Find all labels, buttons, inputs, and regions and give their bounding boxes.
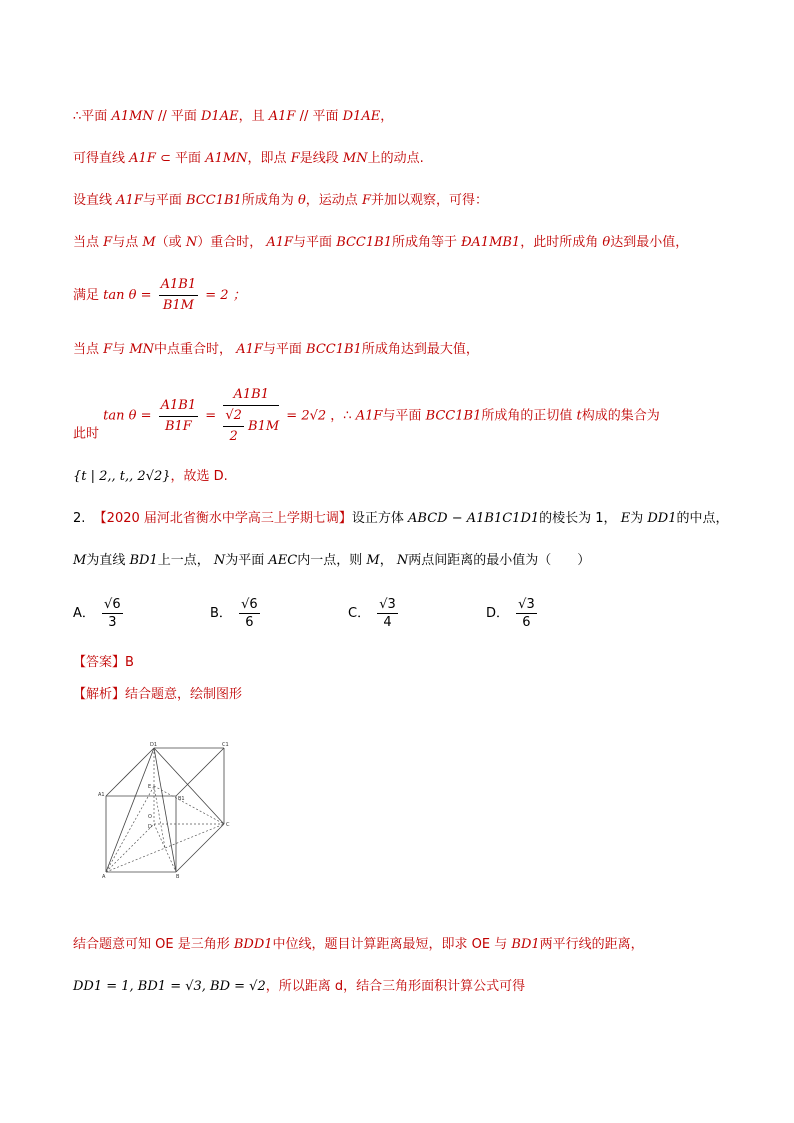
denominator: B1F bbox=[164, 418, 192, 434]
text: 与平面 bbox=[382, 408, 422, 424]
text: ，且 bbox=[238, 109, 265, 124]
text: 设直线 bbox=[73, 193, 113, 208]
answer bbox=[73, 654, 134, 672]
denominator: B1M bbox=[162, 298, 194, 313]
text: 为 bbox=[630, 511, 644, 526]
label-a1: A1 bbox=[98, 792, 105, 798]
text: 的棱长为 1， bbox=[539, 511, 617, 526]
line-max-angle bbox=[73, 341, 479, 359]
option-c[interactable] bbox=[348, 597, 401, 630]
line-plane-parallel bbox=[73, 108, 393, 126]
text: 是线段 bbox=[299, 151, 339, 166]
text: ，所以距离 d，结合三角形面积计算公式可得 bbox=[265, 979, 526, 994]
option-label: C． bbox=[348, 606, 371, 621]
math-bcc1b1: BCC1B1 bbox=[186, 193, 242, 208]
hidden-edge bbox=[106, 824, 154, 872]
math-lengths: DD1 = 1, BD1 = √3, BD = √2 bbox=[73, 979, 266, 994]
edge bbox=[176, 824, 224, 872]
math-mn: MN bbox=[342, 151, 368, 166]
text: 所成角达到最大值， bbox=[361, 342, 479, 357]
denominator bbox=[223, 406, 279, 446]
label-e: E bbox=[148, 784, 152, 790]
question-number: 2. bbox=[73, 511, 86, 526]
math-bd1: BD1 bbox=[129, 553, 158, 568]
parallel-symbol: // bbox=[157, 109, 167, 124]
math-f: F bbox=[290, 151, 300, 166]
label-d: D bbox=[148, 824, 152, 830]
math-a1f: A1F bbox=[268, 109, 296, 124]
fraction-nested bbox=[223, 386, 279, 446]
math-tan: tan θ = bbox=[103, 288, 152, 303]
fraction bbox=[102, 597, 123, 630]
math-e: E bbox=[620, 511, 631, 526]
subset-symbol: ⊂ bbox=[159, 151, 171, 166]
option-label: D． bbox=[486, 606, 510, 621]
text: 的中点， bbox=[676, 511, 729, 526]
math-eq: = 2√2 bbox=[286, 408, 327, 424]
math-bd1: BD1 bbox=[511, 937, 540, 952]
label-c: C bbox=[226, 822, 230, 828]
label-b: B bbox=[176, 874, 180, 880]
math-bcc1b1: BCC1B1 bbox=[336, 235, 392, 250]
text: 平面 bbox=[312, 109, 339, 124]
math-a1f: A1F bbox=[129, 151, 156, 166]
hidden-edge bbox=[154, 824, 176, 872]
numerator: √6 bbox=[104, 597, 121, 612]
edge bbox=[106, 748, 154, 872]
analysis-tag: 【解析】 bbox=[73, 687, 126, 702]
numerator: √3 bbox=[518, 597, 535, 612]
math-set: {t | 2,, t,, 2√2} bbox=[73, 469, 171, 484]
numerator: A1B1 bbox=[159, 276, 198, 296]
line-angle-theta bbox=[73, 192, 488, 210]
math-a1mn: A1MN bbox=[205, 151, 248, 166]
text: 两平行线的距离， bbox=[539, 937, 644, 952]
math-n: N bbox=[213, 553, 226, 568]
line-median bbox=[73, 936, 644, 954]
text: 与平面 bbox=[142, 193, 182, 208]
option-b[interactable] bbox=[210, 597, 263, 630]
text: 满足 bbox=[73, 288, 100, 303]
text: 所成角为 bbox=[241, 193, 294, 208]
math-aec: AEC bbox=[268, 553, 298, 568]
text: 上的动点. bbox=[367, 151, 424, 166]
fraction bbox=[377, 597, 398, 630]
math-t: t bbox=[576, 408, 582, 424]
hidden-edge bbox=[154, 786, 165, 848]
option-label: A． bbox=[73, 606, 95, 621]
edge bbox=[154, 748, 176, 872]
math-cube: ABCD − A1B1C1D1 bbox=[408, 511, 540, 526]
math-bcc1b1: BCC1B1 bbox=[425, 408, 482, 424]
question-2 bbox=[73, 510, 729, 528]
text: 内一点，则 bbox=[297, 553, 363, 568]
text: 两点间距离的最小值为（ ） bbox=[408, 553, 591, 568]
answer-tag: 【答案】 bbox=[73, 655, 126, 670]
numerator: √3 bbox=[379, 597, 396, 612]
text: 所成角的正切值 bbox=[481, 408, 573, 424]
edge bbox=[154, 748, 224, 824]
text: ，即点 bbox=[247, 151, 287, 166]
text: ， bbox=[380, 109, 394, 124]
text: （或 bbox=[155, 235, 182, 250]
line-tan-max bbox=[73, 386, 660, 446]
text: ，此时所成角 bbox=[520, 235, 599, 250]
math-mn: MN bbox=[129, 342, 155, 357]
text: 为平面 bbox=[225, 553, 265, 568]
text: 所成角等于 bbox=[391, 235, 457, 250]
analysis-text: 结合题意，绘制图形 bbox=[125, 687, 243, 702]
text: 当点 bbox=[73, 235, 100, 250]
label-a: A bbox=[102, 874, 106, 880]
denominator: 6 bbox=[522, 615, 531, 630]
math-a1f: A1F bbox=[355, 408, 383, 424]
math-n: N bbox=[396, 553, 409, 568]
option-label: B． bbox=[210, 606, 232, 621]
math-angle: ÐA1MB1 bbox=[461, 235, 521, 250]
text: ，运动点 bbox=[305, 193, 358, 208]
fraction bbox=[239, 597, 260, 630]
option-a[interactable] bbox=[73, 597, 126, 630]
math-d1ae: D1AE bbox=[342, 109, 381, 124]
math-theta: θ bbox=[297, 193, 306, 208]
text: ，∴ bbox=[330, 408, 352, 424]
text: 可得直线 bbox=[73, 151, 126, 166]
math-m: M bbox=[73, 553, 87, 568]
math-m: M bbox=[142, 235, 156, 250]
label-b1: B1 bbox=[178, 796, 185, 802]
cube-figure bbox=[96, 736, 230, 886]
label-d1: D1 bbox=[150, 742, 158, 748]
text: ）重合时， bbox=[197, 235, 263, 250]
fraction bbox=[159, 276, 198, 315]
math-b1m: B1M bbox=[248, 419, 280, 434]
hidden-edge bbox=[106, 824, 224, 872]
denominator: 6 bbox=[245, 615, 254, 630]
label-o: O bbox=[148, 814, 152, 820]
numerator: A1B1 bbox=[223, 386, 279, 406]
question-2-line-2 bbox=[73, 552, 590, 570]
inner-fraction bbox=[223, 407, 244, 446]
math-f: F bbox=[103, 342, 113, 357]
text: 结合题意可知 OE 是三角形 bbox=[73, 937, 230, 952]
text: 构成的集合为 bbox=[581, 408, 660, 424]
text: ，故选 D. bbox=[170, 469, 228, 484]
math-f: F bbox=[103, 235, 113, 250]
fraction bbox=[516, 597, 537, 630]
text: 平面 bbox=[175, 151, 202, 166]
math-eq: = 2 ； bbox=[205, 288, 246, 303]
line-tan-min bbox=[73, 276, 246, 315]
inner-numerator: √2 bbox=[223, 407, 244, 427]
inner-denominator: 2 bbox=[229, 429, 238, 444]
math-a1f: A1F bbox=[266, 235, 294, 250]
math-d1ae: D1AE bbox=[201, 109, 239, 124]
text: 上一点， bbox=[157, 553, 210, 568]
math-n: N bbox=[185, 235, 198, 250]
text: 与点 bbox=[112, 235, 139, 250]
math-a1f: A1F bbox=[236, 342, 263, 357]
option-d[interactable] bbox=[486, 597, 540, 630]
text: ， bbox=[379, 553, 393, 568]
text: 中位线，题目计算距离最短，即求 OE 与 bbox=[272, 937, 508, 952]
numerator: √6 bbox=[241, 597, 258, 612]
text: 当点 bbox=[73, 342, 100, 357]
line-lengths bbox=[73, 978, 525, 996]
math-eq: = bbox=[205, 408, 217, 424]
text: 中点重合时， bbox=[154, 342, 233, 357]
text: 与平面 bbox=[262, 342, 302, 357]
text: 设正方体 bbox=[351, 511, 404, 526]
math-a1f: A1F bbox=[116, 193, 143, 208]
math-bcc1b1: BCC1B1 bbox=[306, 342, 362, 357]
edge bbox=[176, 748, 224, 796]
denominator: 3 bbox=[108, 615, 117, 630]
text: 达到最小值， bbox=[610, 235, 689, 250]
fraction bbox=[159, 397, 198, 436]
hidden-edge bbox=[106, 786, 154, 872]
math-m: M bbox=[366, 553, 380, 568]
text: 并加以观察，可得： bbox=[370, 193, 488, 208]
math-tan: tan θ = bbox=[103, 408, 152, 424]
parallel-symbol: // bbox=[299, 109, 309, 124]
math-f: F bbox=[361, 193, 371, 208]
text: 与平面 bbox=[293, 235, 333, 250]
text: 与 bbox=[112, 342, 126, 357]
edge bbox=[106, 748, 154, 796]
text: 为直线 bbox=[86, 553, 126, 568]
label-c1: C1 bbox=[222, 742, 229, 748]
question-source: 【2020 届河北省衡水中学高三上学期七调】 bbox=[93, 511, 352, 526]
math-a1mn: A1MN bbox=[111, 109, 154, 124]
text: 平面 bbox=[81, 109, 108, 124]
text: 此时 bbox=[73, 426, 100, 442]
math-theta: θ bbox=[602, 235, 611, 250]
numerator: A1B1 bbox=[159, 397, 198, 417]
line-f-on-mn bbox=[73, 150, 424, 168]
answer-value: B bbox=[125, 655, 134, 670]
therefore-symbol: ∴ bbox=[73, 109, 82, 124]
analysis bbox=[73, 686, 242, 704]
math-dd1: DD1 bbox=[647, 511, 677, 526]
math-bdd1: BDD1 bbox=[233, 937, 273, 952]
line-set bbox=[73, 468, 228, 486]
denominator: 4 bbox=[383, 615, 392, 630]
line-min-angle bbox=[73, 234, 688, 252]
text: 平面 bbox=[170, 109, 197, 124]
